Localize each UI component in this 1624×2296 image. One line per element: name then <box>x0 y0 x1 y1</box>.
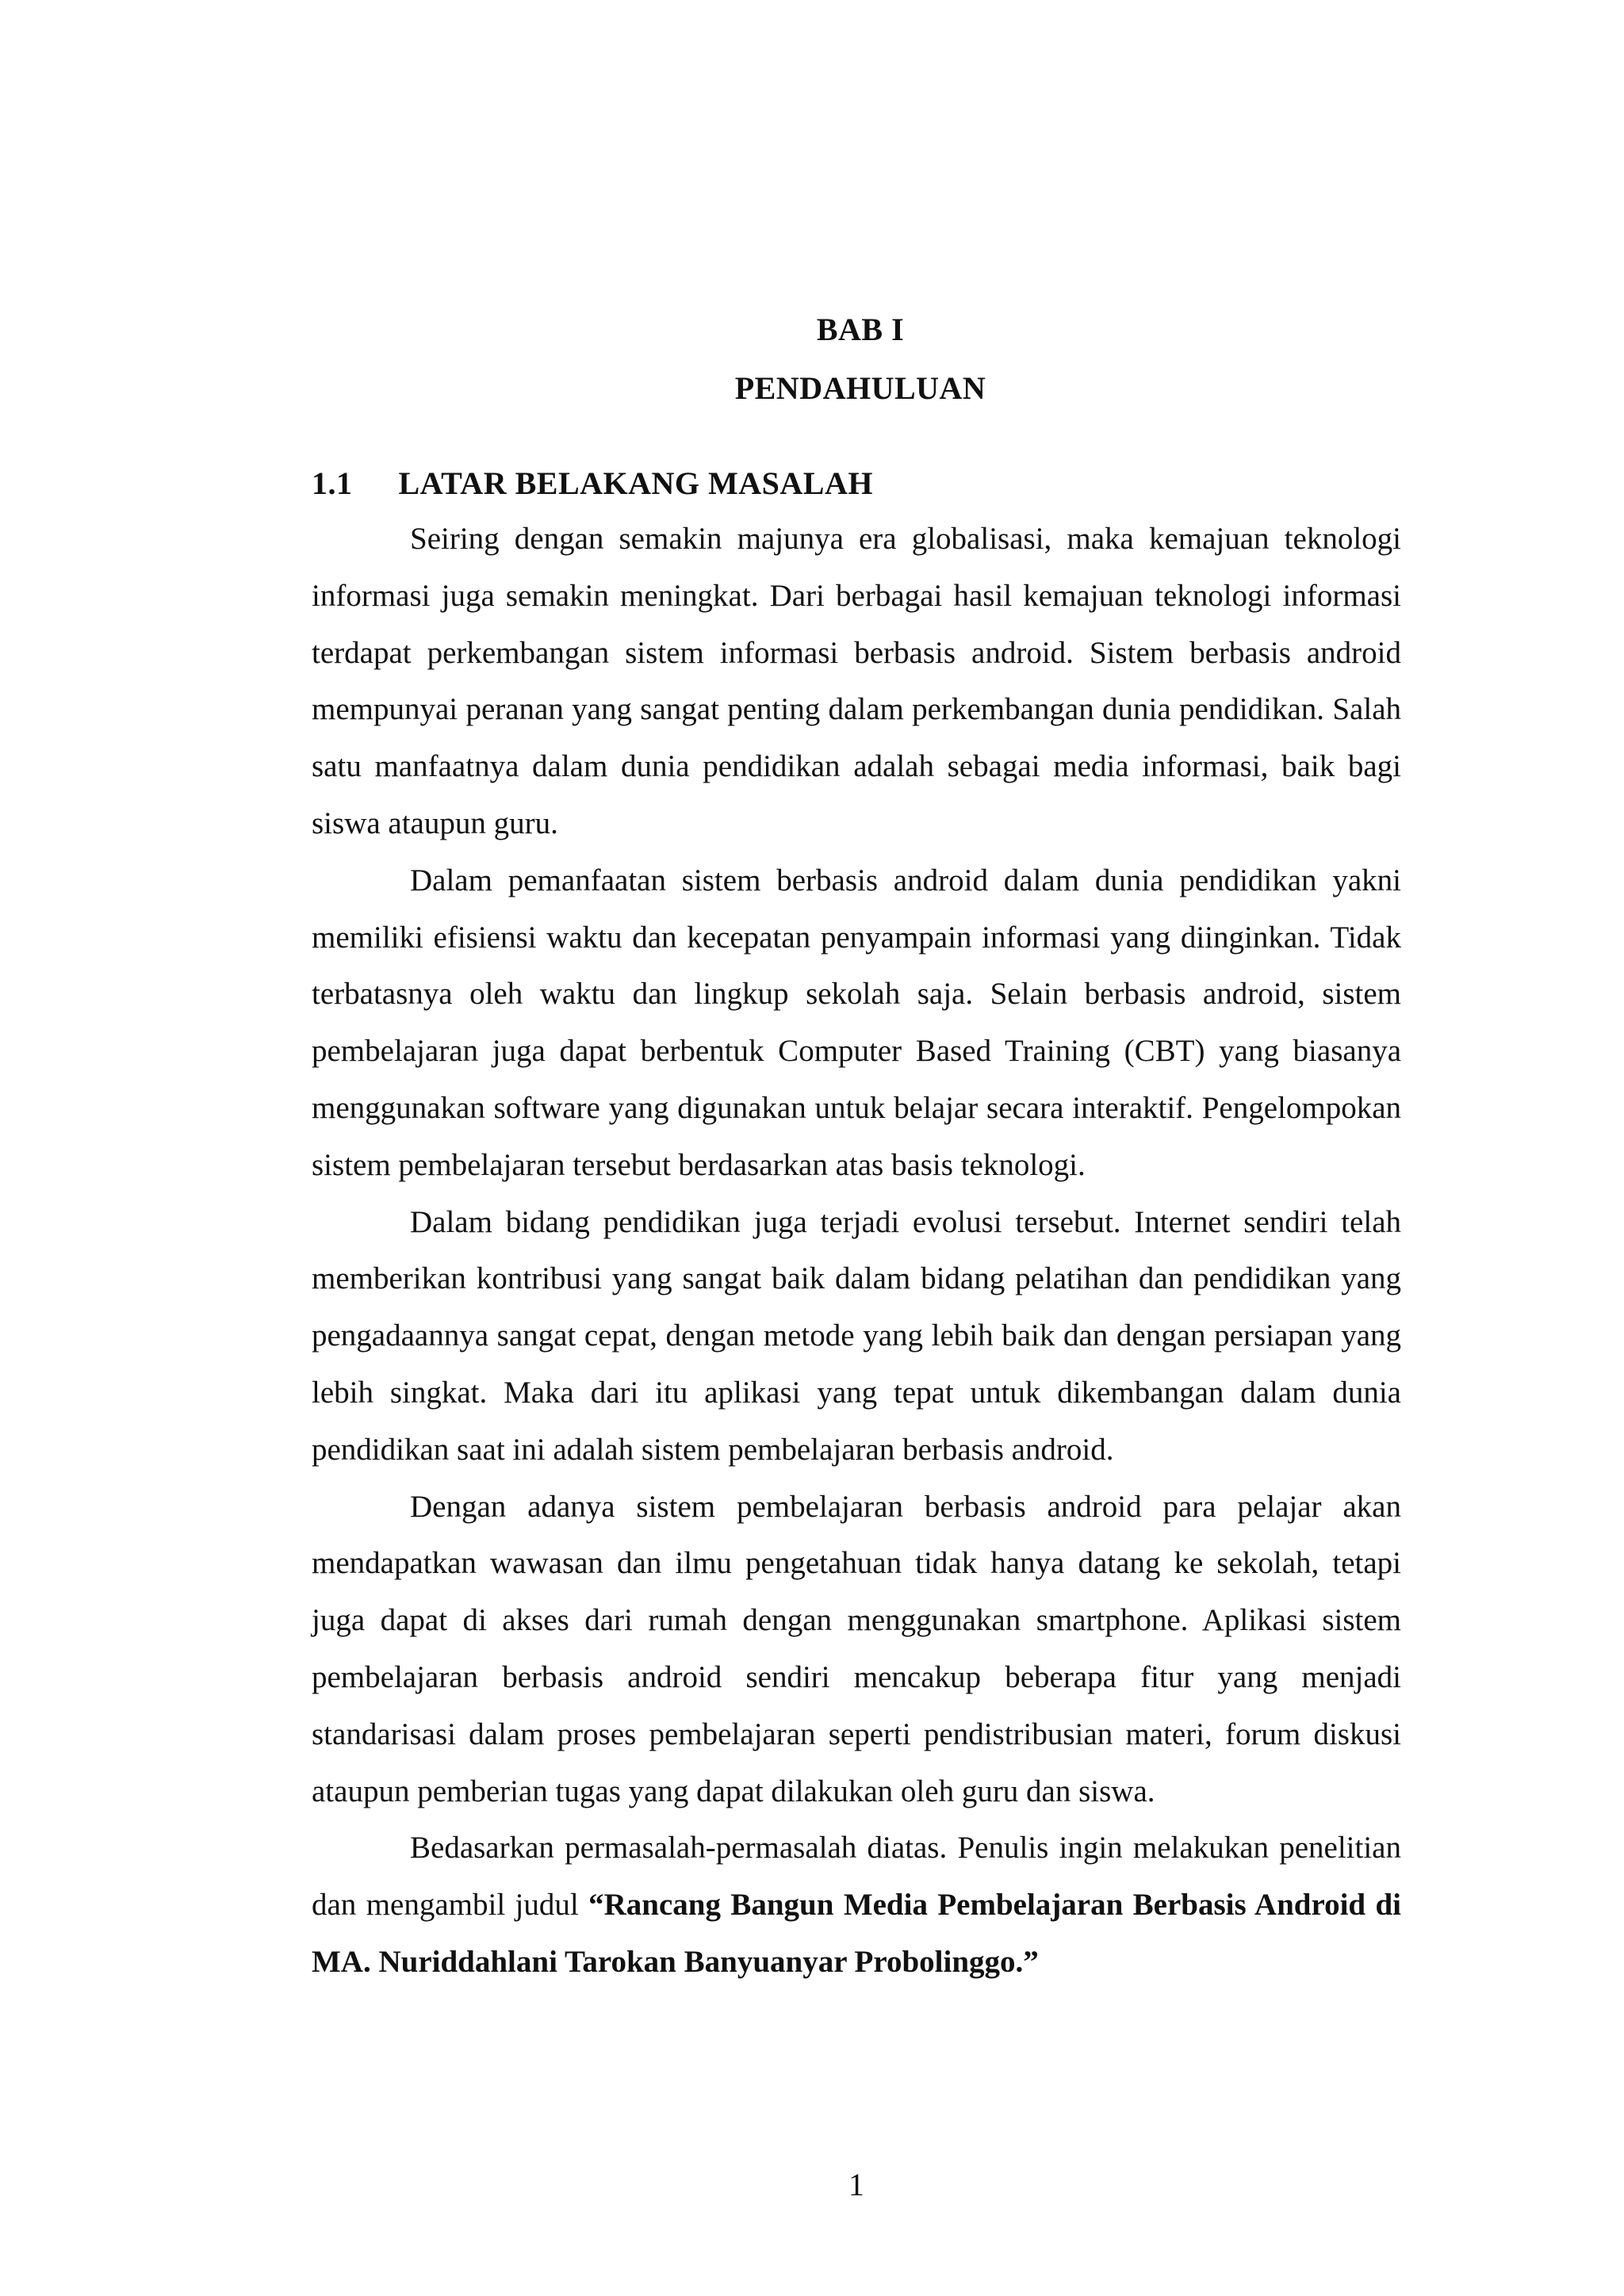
closing-paragraph <box>312 1820 1401 1990</box>
body-text <box>312 511 1401 1991</box>
section-heading <box>312 465 873 501</box>
research-title: “Rancang Bangun Media Pembelajaran Berbasis Android di MA. Nuriddahlani Tarokan Banyuanyar Probolinggo.” <box>312 1888 1401 1979</box>
page-number: 1 <box>848 2167 864 2202</box>
section-number: 1.1 <box>312 465 353 501</box>
paragraph: Dengan adanya sistem pembelajaran berbasis android para pelajar akan mendapatkan wawasan dan ilmu pengetahuan tidak hanya datang ke sekolah, tetapi juga dapat di akses dari rumah dengan menggunakan smartphone. Aplikasi sistem pembelajaran berbasis android sendiri mencakup beberapa fitur yang menjadi standarisasi dalam proses pembelajaran seperti pendistribusian materi, forum diskusi ataupun pemberian tugas yang dapat dilakukan oleh guru dan siswa. <box>312 1489 1401 1808</box>
chapter-title: PENDAHULUAN <box>734 370 986 406</box>
paragraph: Seiring dengan semakin majunya era globalisasi, maka kemajuan teknologi informasi juga semakin meningkat. Dari berbagai hasil kemajuan teknologi informasi terdapat perkembangan sistem informasi berbasis android. Sistem berbasis android mempunyai peranan yang sangat penting dalam perkembangan dunia pendidikan. Salah satu manfaatnya dalam dunia pendidikan adalah sebagai media informasi, baik bagi siswa ataupun guru. <box>312 522 1401 840</box>
section-title: LATAR BELAKANG MASALAH <box>398 465 873 501</box>
paragraph: Dalam bidang pendidikan juga terjadi evolusi tersebut. Internet sendiri telah memberikan kontribusi yang sangat baik dalam bidang pelatihan dan pendidikan yang pengadaannya sangat cepat, dengan metode yang lebih baik dan dengan persiapan yang lebih singkat. Maka dari itu aplikasi yang tepat untuk dikembangan dalam dunia pendidikan saat ini adalah sistem pembelajaran berbasis android. <box>312 1204 1401 1467</box>
closing-paragraph-lead: Bedasarkan permasalah-permasalah diatas. Penulis ingin melakukan penelitian dan mengambil judul <box>312 1831 1401 1923</box>
paragraph: Dalam pemanfaatan sistem berbasis android dalam dunia pendidikan yakni memiliki efisiensi waktu dan kecepatan penyampain informasi yang diinginkan. Tidak terbatasnya oleh waktu dan lingkup sekolah saja. Selain berbasis android, sistem pembelajaran juga dapat berbentuk Computer Based Training (CBT) yang biasanya menggunakan software yang digunakan untuk belajar secara interaktif. Pengelompokan sistem pembelajaran tersebut berdasarkan atas basis teknologi. <box>312 863 1401 1182</box>
chapter-label: BAB I <box>816 312 905 347</box>
